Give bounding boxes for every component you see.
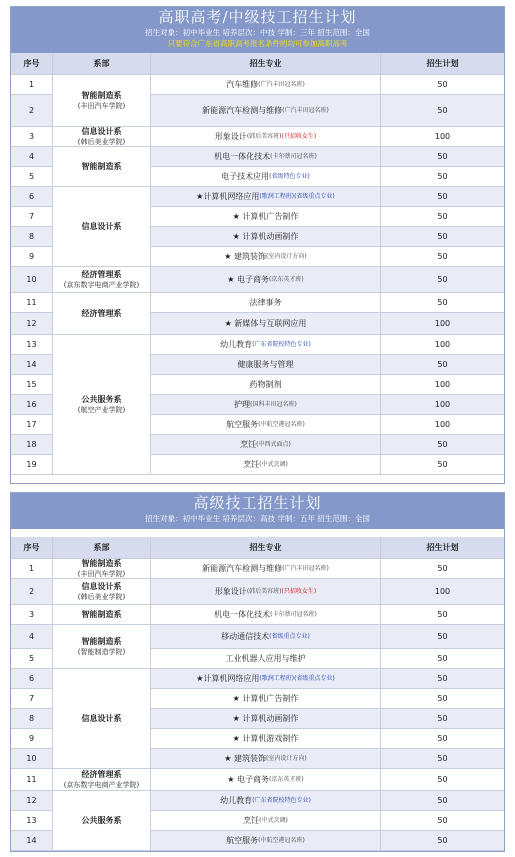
row-number: 12	[11, 791, 53, 811]
row-number: 10	[11, 749, 53, 769]
department-name: 公共服务系	[81, 815, 122, 825]
table-header	[11, 53, 504, 75]
row-number: 9	[11, 729, 53, 749]
page-title: 高职高考/中级技工招生计划	[158, 8, 357, 26]
major-label: 药物制剂	[249, 379, 282, 389]
major-label: ★ 计算机广告制作	[232, 211, 299, 221]
plan-quota: 50	[381, 791, 504, 811]
row-number: 6	[11, 187, 53, 207]
panel-mid-level-plan	[10, 6, 505, 484]
major-name	[151, 709, 381, 729]
major-name	[151, 355, 381, 375]
plan-quota: 50	[381, 605, 504, 625]
header-plan: 招生计划	[381, 537, 504, 559]
major-label: ★计算机网络应用	[196, 191, 260, 201]
department-name: 经济管理系	[81, 769, 122, 779]
header-major: 招生专业	[151, 53, 381, 75]
major-note: (广东省院校特色专业)	[252, 796, 311, 804]
plan-quota: 100	[381, 335, 504, 355]
major-label: ★计算机网络应用	[196, 673, 260, 683]
row-number: 4	[11, 147, 53, 167]
row-number: 7	[11, 689, 53, 709]
major-label: 航空服务	[226, 419, 259, 429]
department-name: 经济管理系	[81, 269, 122, 279]
major-note-brand: (韩后美容班)	[246, 132, 282, 140]
major-name	[151, 267, 381, 293]
major-note: (广东省院校特色专业)	[252, 340, 311, 348]
major-note: (室内设计方向)	[266, 252, 307, 260]
department-cell	[53, 605, 151, 625]
plan-quota: 50	[381, 709, 504, 729]
row-number: 16	[11, 395, 53, 415]
major-label: ★ 计算机动画制作	[232, 713, 299, 723]
subtitle: 招生对象：初中毕业生 培养层次：高技 学制：五年 招生范围：全国	[145, 514, 370, 523]
major-label: ★ 计算机游戏制作	[232, 733, 299, 743]
major-name	[151, 187, 381, 207]
major-label: 形象设计	[214, 131, 247, 141]
plan-quota: 50	[381, 247, 504, 267]
major-note: (国科丰田冠名班)	[250, 400, 297, 408]
major-note: (广汽丰田冠名班)	[282, 564, 329, 572]
major-label: 形象设计	[214, 586, 247, 596]
header-no: 序号	[11, 53, 53, 75]
department-name: 智能制造系	[81, 161, 122, 171]
header-no: 序号	[11, 537, 53, 559]
row-number: 12	[11, 313, 53, 335]
major-label: 电子技术应用	[221, 171, 270, 181]
major-note: (省级特色专业)	[269, 172, 310, 180]
major-label: 新能源汽车检测与维修	[202, 563, 283, 573]
major-name	[151, 227, 381, 247]
page-title: 高级技工招生计划	[193, 494, 322, 512]
subtitle: 招生对象：初中毕业生 培养层次：中技 学制：三年 招生范围：全国	[145, 28, 370, 37]
department-name: 公共服务系	[81, 394, 122, 404]
plan-quota: 50	[381, 729, 504, 749]
plan-quota: 50	[381, 811, 504, 831]
major-note: (广汽丰田冠名班)	[282, 106, 329, 114]
major-name	[151, 167, 381, 187]
row-number: 5	[11, 167, 53, 187]
row-number: 3	[11, 605, 53, 625]
row-number: 9	[11, 247, 53, 267]
plan-quota: 50	[381, 689, 504, 709]
major-label: 机电一体化技术	[214, 151, 271, 161]
plan-quota: 50	[381, 649, 504, 669]
major-name	[151, 335, 381, 355]
major-name	[151, 207, 381, 227]
department-cell	[53, 769, 151, 791]
major-name	[151, 729, 381, 749]
plan-quota: 100	[381, 579, 504, 605]
department-subtitle: (京东数字电商产业学院)	[63, 780, 140, 789]
row-number: 8	[11, 709, 53, 729]
major-label: 航空服务	[226, 835, 259, 845]
major-name	[151, 811, 381, 831]
major-label: 法律事务	[249, 297, 282, 307]
department-cell	[53, 267, 151, 293]
major-note: (只招收女生)	[281, 587, 317, 595]
major-label: 烹饪	[243, 815, 260, 825]
major-label: 健康服务与管理	[237, 359, 294, 369]
plan-quota: 50	[381, 455, 504, 475]
major-label: ★ 计算机动画制作	[232, 231, 299, 241]
notice: 只要符合广东省高职高考报名条件的均可参加高职高考	[167, 39, 348, 48]
department-name: 信息设计系	[81, 126, 122, 136]
plan-quota: 100	[381, 313, 504, 335]
plan-quota: 50	[381, 187, 504, 207]
row-number: 18	[11, 435, 53, 455]
header-dept: 系部	[53, 537, 151, 559]
plan-quota: 50	[381, 355, 504, 375]
row-number: 17	[11, 415, 53, 435]
plan-quota: 100	[381, 395, 504, 415]
row-number: 3	[11, 127, 53, 147]
department-subtitle: (韩后美业学院)	[77, 137, 126, 146]
major-label: 幼儿教育	[220, 795, 253, 805]
department-name: 智能制造系	[81, 636, 122, 646]
department-name: 信息设计系	[81, 713, 122, 723]
major-label: 护理	[234, 399, 251, 409]
major-label: ★ 电子商务	[227, 274, 270, 284]
plan-quota: 50	[381, 831, 504, 851]
row-number: 13	[11, 811, 53, 831]
major-name	[151, 375, 381, 395]
major-label: ★ 计算机广告制作	[232, 693, 299, 703]
major-note: (中式烹调)	[259, 460, 288, 468]
major-label: 烹饪	[240, 439, 257, 449]
major-note: (广汽丰田冠名班)	[258, 80, 305, 88]
department-cell	[53, 669, 151, 769]
panel-header	[11, 7, 504, 53]
major-name	[151, 559, 381, 579]
plan-quota: 50	[381, 559, 504, 579]
major-note: (省级重点专业)	[269, 632, 310, 640]
plan-quota: 100	[381, 127, 504, 147]
department-cell	[53, 187, 151, 267]
plan-quota: 50	[381, 769, 504, 791]
major-label: ★ 新媒体与互联网应用	[224, 318, 307, 328]
major-name	[151, 769, 381, 791]
department-name: 智能制造系	[81, 609, 122, 619]
major-name	[151, 247, 381, 267]
department-name: 智能制造系	[81, 558, 122, 568]
department-subtitle: (京东数字电商产业学院)	[63, 280, 140, 289]
header-major: 招生专业	[151, 537, 381, 559]
major-label: ★ 建筑装饰	[224, 251, 267, 261]
major-note: (中式烹调)	[259, 816, 288, 824]
major-note: (中航空港冠名班)	[258, 420, 305, 428]
plan-quota: 50	[381, 435, 504, 455]
row-number: 11	[11, 293, 53, 313]
panel-header	[11, 493, 504, 529]
plan-quota: 100	[381, 415, 504, 435]
major-name	[151, 435, 381, 455]
row-number: 19	[11, 455, 53, 475]
major-name	[151, 455, 381, 475]
department-cell	[53, 293, 151, 335]
table-header	[11, 537, 504, 559]
major-note: (中西式面点)	[256, 440, 291, 448]
department-cell	[53, 791, 151, 851]
department-subtitle: (丰田汽车学院)	[77, 569, 126, 578]
major-name	[151, 831, 381, 851]
department-cell	[53, 127, 151, 147]
department-cell	[53, 75, 151, 127]
major-name	[151, 689, 381, 709]
major-label: 烹饪	[243, 459, 260, 469]
row-number: 6	[11, 669, 53, 689]
row-number: 11	[11, 769, 53, 791]
row-number: 1	[11, 559, 53, 579]
department-name: 信息设计系	[81, 581, 122, 591]
major-name	[151, 791, 381, 811]
major-note: (京东英才班)	[269, 275, 304, 283]
row-number: 4	[11, 625, 53, 649]
major-name	[151, 75, 381, 95]
row-number: 8	[11, 227, 53, 247]
plan-quota: 50	[381, 267, 504, 293]
major-name	[151, 749, 381, 769]
panel-senior-level-plan	[10, 492, 505, 852]
plan-quota: 50	[381, 207, 504, 227]
row-number: 2	[11, 95, 53, 127]
major-name	[151, 415, 381, 435]
major-name	[151, 95, 381, 127]
department-cell	[53, 147, 151, 187]
plan-quota: 50	[381, 669, 504, 689]
department-name: 智能制造系	[81, 90, 122, 100]
row-number: 15	[11, 375, 53, 395]
plan-quota: 50	[381, 293, 504, 313]
department-cell	[53, 335, 151, 475]
major-note: (卡尔蔡司冠名班)	[270, 152, 317, 160]
major-name	[151, 669, 381, 689]
major-note: (歌润工程班)(省级重点专业)	[259, 674, 335, 682]
major-note: (卡尔蔡司冠名班)	[270, 610, 317, 618]
major-name	[151, 313, 381, 335]
major-name	[151, 127, 381, 147]
major-note: (只招收女生)	[281, 132, 317, 140]
plan-quota: 100	[381, 375, 504, 395]
department-name: 信息设计系	[81, 221, 122, 231]
major-name	[151, 625, 381, 649]
plan-quota: 50	[381, 95, 504, 127]
major-label: 移动通信技术	[221, 631, 270, 641]
major-name	[151, 293, 381, 313]
plan-quota: 50	[381, 749, 504, 769]
major-note: (歌润工程班)(省级重点专业)	[259, 192, 335, 200]
major-label: ★ 电子商务	[227, 774, 270, 784]
major-label: 工业机器人应用与维护	[225, 653, 306, 663]
department-subtitle: (韩后美业学院)	[77, 592, 126, 601]
major-label: 汽车维修	[226, 79, 259, 89]
major-label: 新能源汽车检测与维修	[202, 105, 283, 115]
major-name	[151, 579, 381, 605]
major-note: (中航空港冠名班)	[258, 836, 305, 844]
row-number: 5	[11, 649, 53, 669]
plan-quota: 50	[381, 147, 504, 167]
major-name	[151, 147, 381, 167]
plan-quota: 50	[381, 75, 504, 95]
department-subtitle: (航空产业学院)	[77, 405, 126, 414]
major-name	[151, 605, 381, 625]
row-number: 2	[11, 579, 53, 605]
department-cell	[53, 559, 151, 579]
row-number: 1	[11, 75, 53, 95]
major-label: 幼儿教育	[220, 339, 253, 349]
header-dept: 系部	[53, 53, 151, 75]
major-note-brand: (韩后美容班)	[246, 587, 282, 595]
row-number: 10	[11, 267, 53, 293]
department-cell	[53, 579, 151, 605]
plan-quota: 50	[381, 167, 504, 187]
row-number: 14	[11, 355, 53, 375]
row-number: 14	[11, 831, 53, 851]
plan-quota: 50	[381, 625, 504, 649]
major-label: 机电一体化技术	[214, 609, 271, 619]
department-name: 经济管理系	[81, 308, 122, 318]
header-plan: 招生计划	[381, 53, 504, 75]
row-number: 13	[11, 335, 53, 355]
major-note: (室内设计方向)	[266, 754, 307, 762]
major-name	[151, 649, 381, 669]
major-note: (京东英才班)	[269, 775, 304, 783]
department-subtitle: (丰田汽车学院)	[77, 101, 126, 110]
department-subtitle: (智能制造学院)	[77, 647, 126, 656]
major-name	[151, 395, 381, 415]
plan-quota: 50	[381, 227, 504, 247]
major-label: ★ 建筑装饰	[224, 753, 267, 763]
department-cell	[53, 625, 151, 669]
row-number: 7	[11, 207, 53, 227]
